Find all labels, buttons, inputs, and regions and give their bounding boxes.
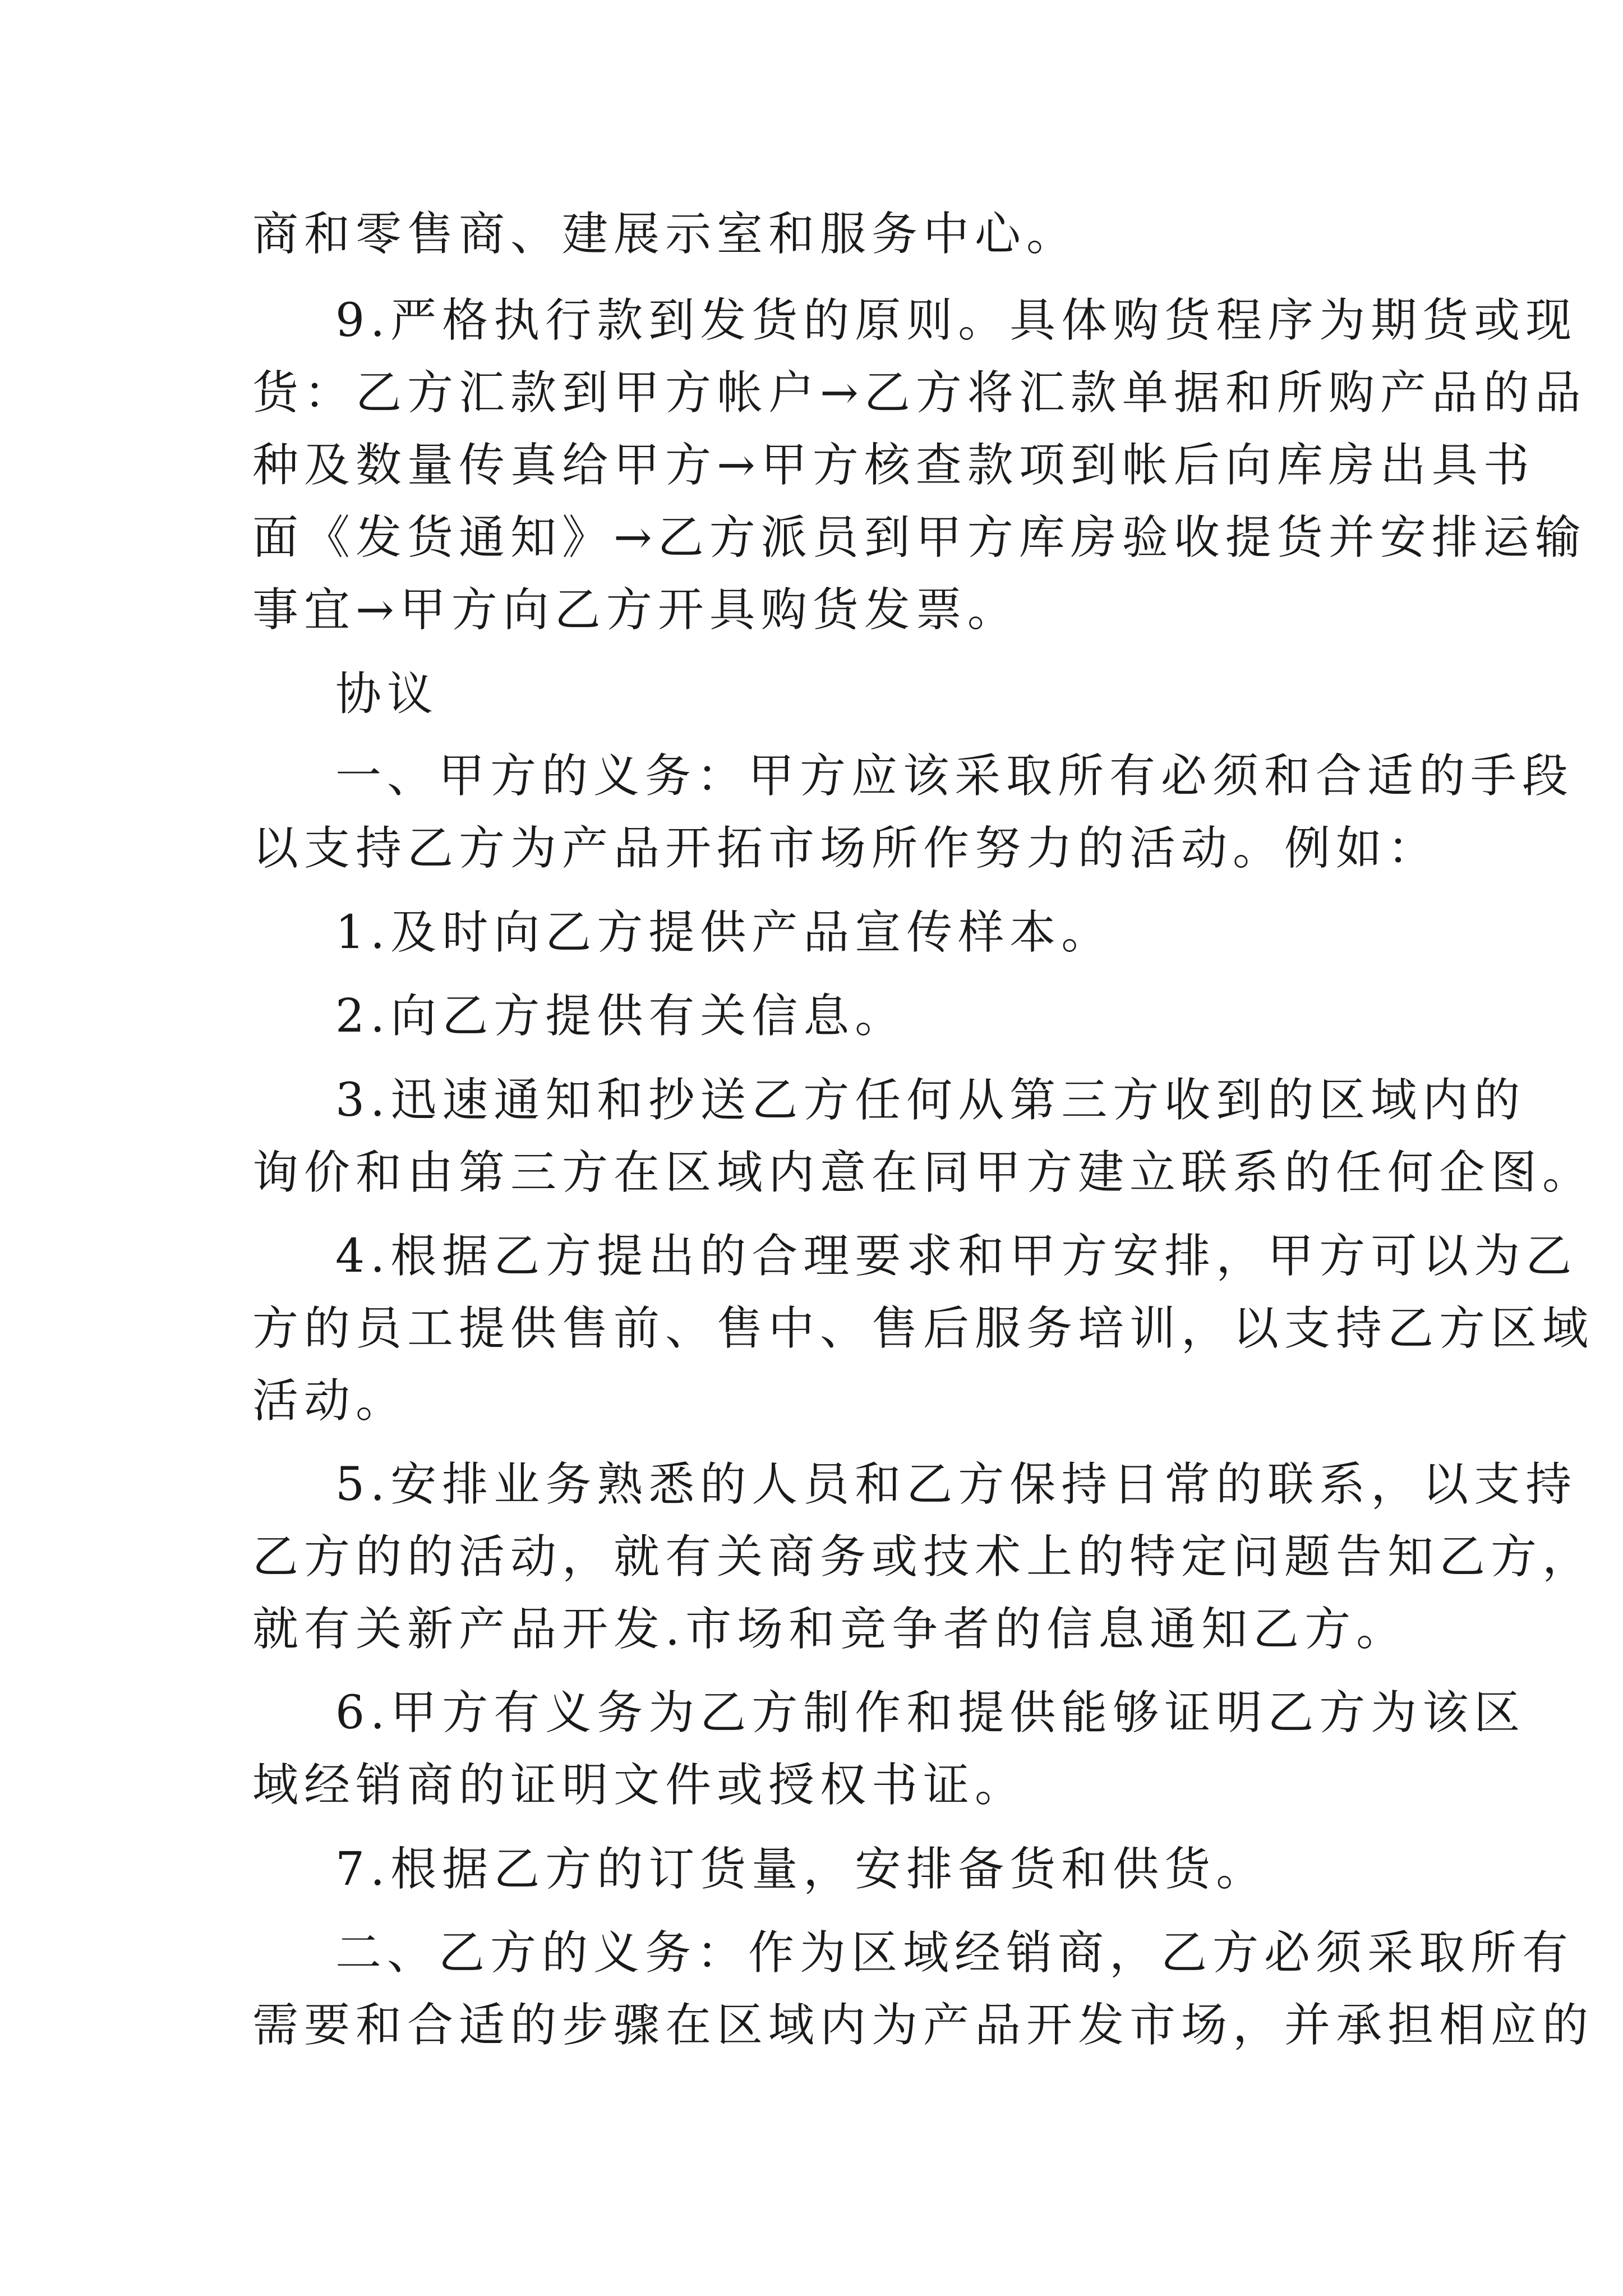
text-line: 商和零售商、建展示室和服务中心。 <box>252 208 1078 261</box>
text-line: 询价和由第三方在区域内意在同甲方建立联系的任何企图。 <box>252 1146 1594 1199</box>
text-line: 二、乙方的义务：作为区域经销商，乙方必须采取所有 <box>335 1926 1574 1980</box>
text-line: 以支持乙方为产品开拓市场所作努力的活动。例如： <box>252 822 1440 875</box>
text-line: 方的员工提供售前、售中、售后服务培训，以支持乙方区域 <box>252 1302 1594 1355</box>
text-line: 需要和合适的步骤在区域内为产品开发市场，并承担相应的 <box>252 1999 1594 2052</box>
text-line: 货：乙方汇款到甲方帐户→乙方将汇款单据和所购产品的品 <box>252 366 1587 420</box>
text-line: 就有关新产品开发.市场和竞争者的信息通知乙方。 <box>252 1603 1408 1656</box>
text-line: 活动。 <box>252 1374 408 1428</box>
text-line: 2.向乙方提供有关信息。 <box>335 990 907 1043</box>
text-line: 1.及时向乙方提供产品宣传样本。 <box>335 906 1113 959</box>
text-line: 乙方的的活动，就有关商务或技术上的特定问题告知乙方， <box>252 1530 1594 1584</box>
text-line: 9.严格执行款到发货的原则。具体购货程序为期货或现 <box>335 294 1578 347</box>
text-line: 6.甲方有义务为乙方制作和提供能够证明乙方为该区 <box>335 1686 1526 1740</box>
section-heading: 协议 <box>335 668 439 721</box>
text-line: 事宜→甲方向乙方开具购货发票。 <box>252 583 1019 637</box>
text-line: 4.根据乙方提出的合理要求和甲方安排，甲方可以为乙 <box>335 1230 1578 1283</box>
text-line: 7.根据乙方的订货量，安排备货和供货。 <box>335 1843 1268 1896</box>
text-line: 3.迅速通知和抄送乙方任何从第三方收到的区域内的 <box>335 1074 1526 1127</box>
text-line: 一、甲方的义务：甲方应该采取所有必须和合适的手段 <box>335 749 1574 803</box>
text-line: 域经销商的证明文件或授权书证。 <box>252 1759 1027 1812</box>
text-line: 5.安排业务熟悉的人员和乙方保持日常的联系，以支持 <box>335 1458 1578 1511</box>
text-line: 种及数量传真给甲方→甲方核查款项到帐后向库房出具书 <box>252 439 1535 492</box>
text-line: 面《发货通知》→乙方派员到甲方库房验收提货并安排运输 <box>252 511 1587 564</box>
